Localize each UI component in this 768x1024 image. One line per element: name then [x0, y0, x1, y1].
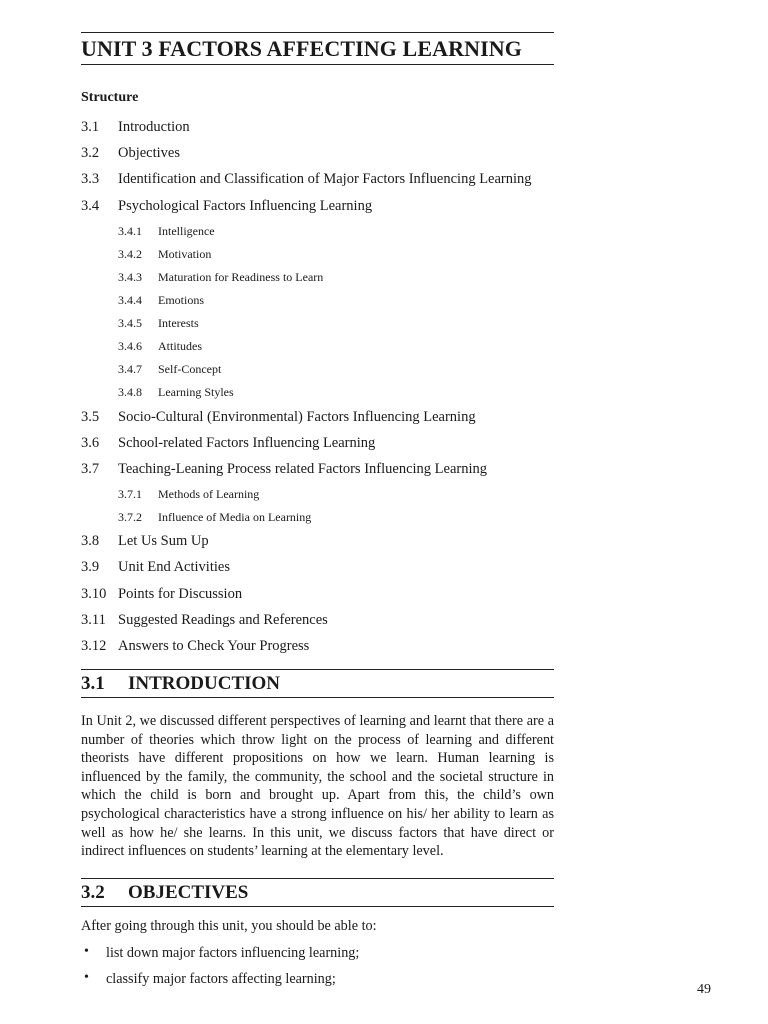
toc-number: 3.6	[81, 434, 100, 451]
toc-number: 3.9	[81, 559, 100, 576]
toc-text: Socio-Cultural (Environmental) Factors Influencing Learning	[118, 408, 476, 425]
unit-title: UNIT 3 FACTORS AFFECTING LEARNING	[81, 32, 554, 65]
page-number: 49	[697, 982, 711, 997]
toc-number: 3.1	[81, 119, 100, 135]
toc-item	[81, 143, 554, 169]
toc-item	[81, 337, 554, 360]
toc-item	[81, 169, 554, 195]
toc-item	[81, 314, 554, 337]
toc-number: 3.4.8	[118, 385, 142, 400]
toc-number: 3.4.5	[118, 316, 142, 331]
toc-number: 3.5	[81, 408, 100, 425]
toc-text: Learning Styles	[158, 385, 234, 400]
toc-number: 3.4.3	[118, 269, 142, 284]
toc-item	[81, 222, 554, 245]
section-number: 3.1	[81, 673, 105, 694]
toc-item	[81, 485, 554, 508]
toc-item	[81, 508, 554, 531]
toc-item	[81, 531, 554, 557]
toc-text: Intelligence	[158, 223, 215, 238]
section-title: INTRODUCTION	[128, 673, 281, 694]
toc-item	[81, 117, 554, 143]
toc-item	[81, 459, 554, 485]
toc-text: Maturation for Readiness to Learn	[158, 269, 324, 284]
toc-text: Objectives	[118, 145, 181, 162]
toc-item	[81, 196, 554, 222]
toc-item	[81, 557, 554, 583]
structure-label: Structure	[81, 90, 139, 105]
toc-item	[81, 383, 554, 406]
toc-item	[81, 636, 554, 662]
toc-text: Unit End Activities	[118, 559, 230, 576]
toc-number: 3.4.6	[118, 339, 142, 354]
toc-text: Emotions	[158, 293, 205, 308]
toc-item	[81, 268, 554, 291]
toc-text: Teaching-Leaning Process related Factors Influencing Learning	[118, 460, 487, 477]
toc-text: Suggested Readings and References	[118, 611, 328, 628]
objectives-lead: After going through this unit, you should be able to:	[81, 918, 377, 934]
toc-item	[81, 610, 554, 636]
toc-text: Answers to Check Your Progress	[118, 638, 310, 654]
toc-text: Psychological Factors Influencing Learning	[118, 197, 373, 214]
toc-text: Motivation	[158, 246, 212, 261]
objectives-list	[81, 944, 554, 996]
introduction-paragraph: In Unit 2, we discussed different perspectives of learning and learnt that there are a number of theories which throw light on the process of learning and different theorists have different propositions on how we learn. Human learning is influenced by the family, the community, the school and the societal structure in which the child is born and brought up. Apart from this, the child’s own psychological characteristics have a strong influence on his/ her ability to learn as well as how he/ she learns. In this unit, we discuss factors that have direct or indirect influences on students’ learning at the elementary level.	[81, 713, 554, 860]
toc-number: 3.2	[81, 145, 100, 162]
table-of-contents	[81, 117, 554, 662]
toc-item	[81, 584, 554, 610]
section-heading-introduction	[81, 669, 554, 698]
toc-text: Attitudes	[158, 339, 202, 354]
section-heading-objectives	[81, 878, 554, 907]
toc-item	[81, 291, 554, 314]
toc-number: 3.11	[81, 611, 106, 628]
toc-number: 3.3	[81, 171, 100, 188]
list-item: • classify major factors affecting learning;	[84, 970, 336, 987]
bullet-icon: •	[84, 970, 89, 985]
toc-text: Let Us Sum Up	[118, 533, 209, 550]
section-number: 3.2	[81, 882, 105, 903]
toc-text: Identification and Classification of Major Factors Influencing Learning	[118, 171, 532, 188]
toc-item	[81, 245, 554, 268]
section-title: OBJECTIVES	[128, 882, 249, 903]
toc-text: Points for Discussion	[118, 585, 243, 602]
toc-text: Methods of Learning	[158, 487, 260, 502]
toc-number: 3.8	[81, 533, 100, 550]
toc-number: 3.4.7	[118, 362, 142, 377]
list-item: • list down major factors influencing learning;	[84, 944, 360, 961]
toc-number: 3.4	[81, 197, 100, 214]
toc-text: Self-Concept	[158, 362, 222, 377]
toc-item	[81, 407, 554, 433]
toc-number: 3.4.2	[118, 246, 142, 261]
toc-item	[81, 433, 554, 459]
toc-number: 3.4.1	[118, 223, 142, 238]
toc-text: Introduction	[118, 119, 190, 135]
toc-number: 3.12	[81, 638, 107, 654]
toc-number: 3.10	[81, 585, 107, 602]
toc-number: 3.7.1	[118, 487, 142, 502]
toc-text: Interests	[158, 316, 199, 331]
toc-number: 3.7.2	[118, 510, 142, 525]
toc-text: Influence of Media on Learning	[158, 510, 312, 525]
toc-item	[81, 360, 554, 383]
bullet-icon: •	[84, 944, 89, 959]
toc-number: 3.7	[81, 460, 100, 477]
toc-text: School-related Factors Influencing Learning	[118, 434, 376, 451]
toc-number: 3.4.4	[118, 293, 142, 308]
